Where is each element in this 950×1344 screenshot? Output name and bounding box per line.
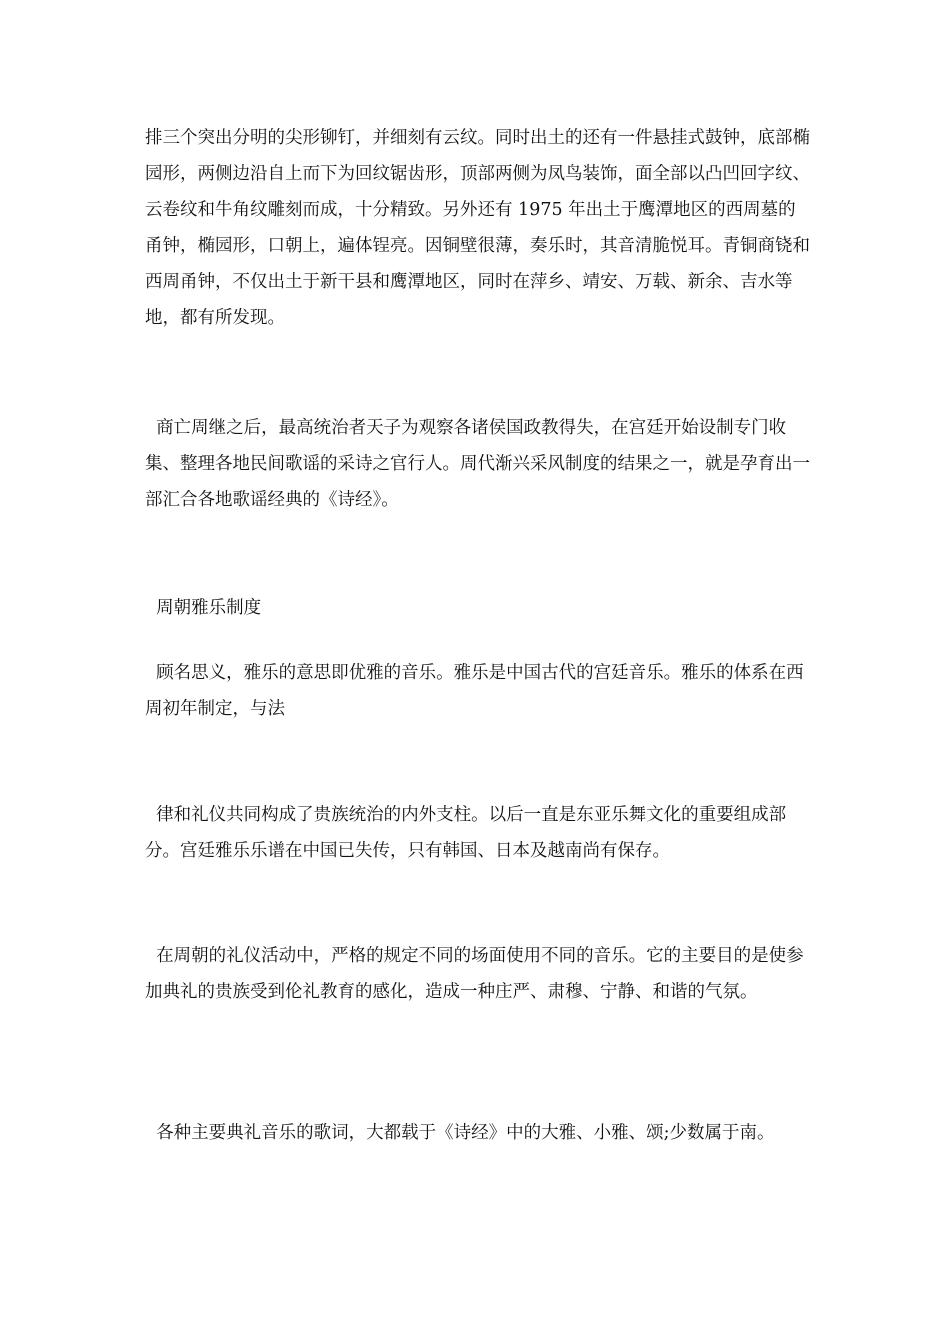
paragraph-ceremony-lyrics: 各种主要典礼音乐的歌词，大都载于《诗经》中的大雅、小雅、颂;少数属于南。	[145, 1123, 775, 1143]
section-heading-zhou-yayue: 周朝雅乐制度	[145, 598, 262, 618]
paragraph-zhou-poetry-collection: 商亡周继之后，最高统治者天子为观察各诸侯国政教得失，在宫廷开始设制专门收集、整理各地民间歌谣的采诗之官行人。周代渐兴采风制度的结果之一，就是孕育出一部汇合各地歌谣经典的《诗经》。	[145, 418, 810, 510]
paragraph-yayue-definition: 顾名思义，雅乐的意思即优雅的音乐。雅乐是中国古代的宫廷音乐。雅乐的体系在西周初年制定，与法	[145, 663, 804, 719]
paragraph-ritual-music: 在周朝的礼仪活动中，严格的规定不同的场面使用不同的音乐。它的主要目的是使参加典礼的贵族受到伦礼教育的感化，造成一种庄严、肃穆、宁静、和谐的气氛。	[145, 946, 804, 1002]
paragraph-bronze-bells: 排三个突出分明的尖形铆钉，并细刻有云纹。同时出土的还有一件悬挂式鼓钟，底部椭园形，两侧边沿自上而下为回纹锯齿形，顶部两侧为凤鸟装饰，面全部以凸凹回字纹、云卷纹和牛角纹雕刻而成，十分精致。另外还有 1975 年出土于鹰潭地区的西周墓的甬钟，椭园形，口朝上，遍体锃亮。因铜壁很薄，奏乐时，其音清脆悦耳。青铜商铙和西周甬钟，不仅出土于新干县和鹰潭地区，同时在萍乡、靖安、万载、新余、吉水等地，都有所发现。	[145, 128, 810, 328]
paragraph-yayue-legacy: 律和礼仪共同构成了贵族统治的内外支柱。以后一直是东亚乐舞文化的重要组成部分。宫廷雅乐乐谱在中国已失传，只有韩国、日本及越南尚有保存。	[145, 805, 787, 861]
